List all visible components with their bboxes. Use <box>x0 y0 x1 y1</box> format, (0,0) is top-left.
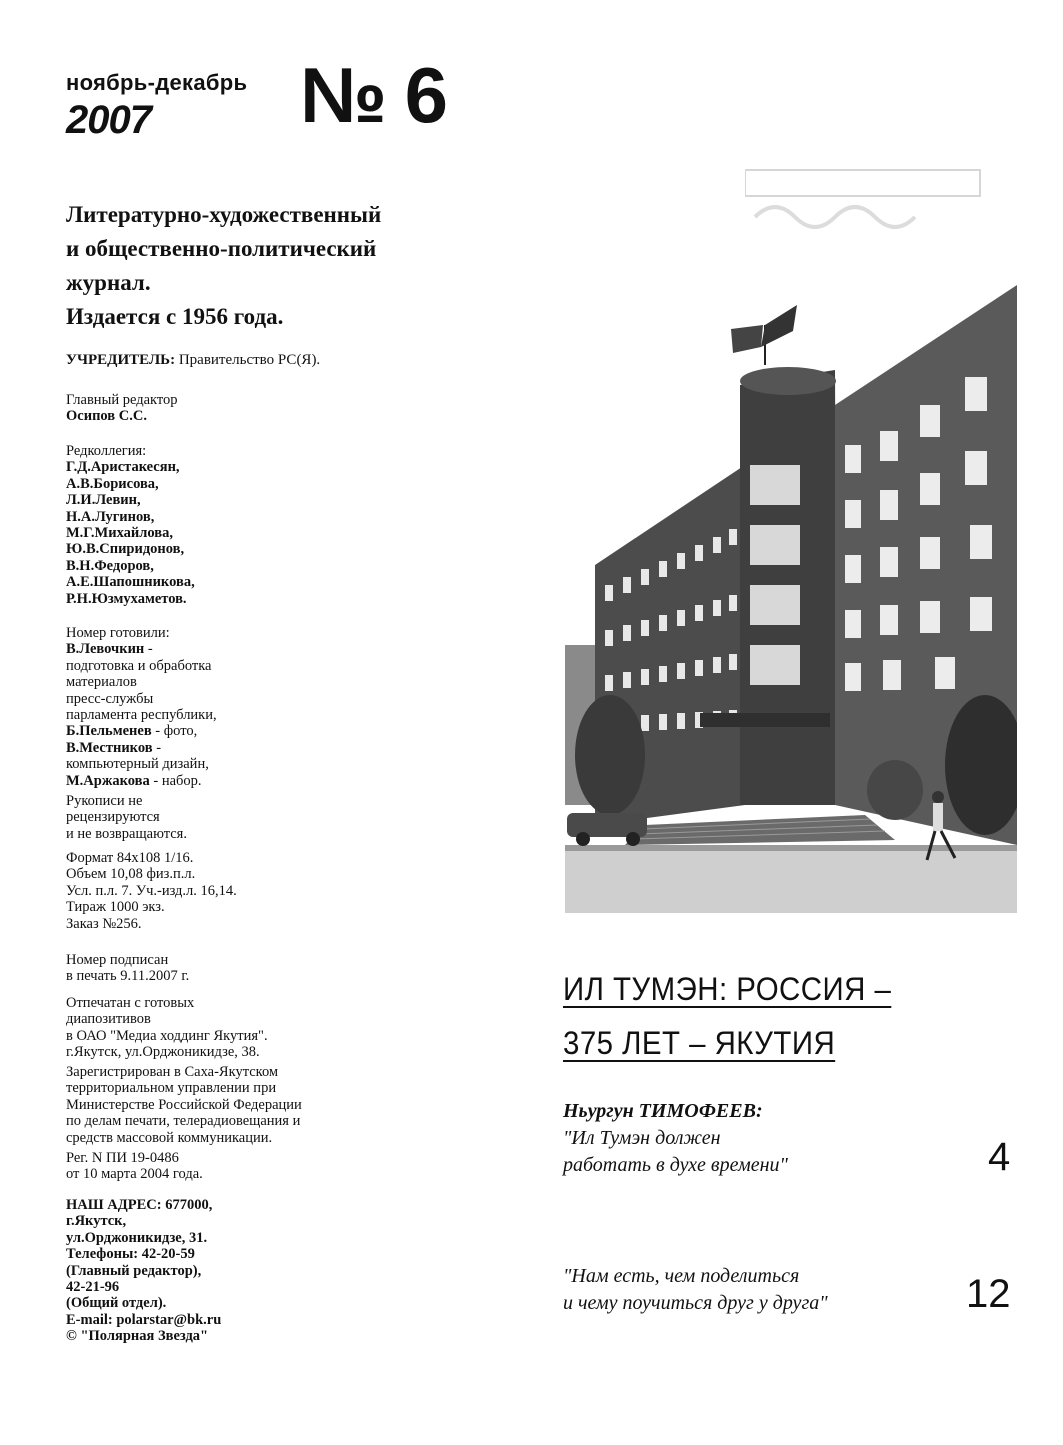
address-line: 42-21-96 <box>66 1279 120 1296</box>
address-line: (Общий отдел). <box>66 1295 167 1312</box>
founder-value: Правительство РС(Я). <box>178 352 321 368</box>
registration-line: Зарегистрирован в Саха-Якутском <box>66 1064 279 1080</box>
board-member: Р.Н.Юзмухаметов. <box>66 590 187 607</box>
registration-line: средств массовой коммуникации. <box>66 1129 273 1146</box>
building-photo-drawing <box>565 285 1017 913</box>
article-entry[interactable] <box>563 1263 828 1317</box>
address-line: Телефоны: 42-20-59 <box>66 1246 195 1263</box>
board-member: В.Н.Федоров, <box>66 557 154 574</box>
description-line: Издается с 1956 года. <box>66 304 284 329</box>
printed-line: г.Якутск, ул.Орджоникидзе, 38. <box>66 1044 260 1061</box>
prepared-label: Номер готовили: <box>66 625 170 641</box>
founder-label: УЧРЕДИТЕЛЬ: <box>66 352 176 368</box>
preparer-role: - набор. <box>153 772 202 789</box>
preparer-role-line: подготовка и обработка <box>66 657 212 674</box>
preparer-role-line: компьютерный дизайн, <box>66 756 209 773</box>
board-block <box>66 443 195 607</box>
preparer-name: Б.Пельменев <box>66 723 152 740</box>
issue-year: 2007 <box>66 98 151 142</box>
format-line: Усл. п.л. 7. Уч.-изд.л. 16,14. <box>66 882 237 899</box>
signed-line: Номер подписан <box>66 952 169 968</box>
printed-line: в ОАО "Медиа ходдинг Якутия". <box>66 1027 268 1044</box>
address-line: НАШ АДРЕС: 677000, <box>66 1197 213 1213</box>
format-line: Заказ №256. <box>66 915 142 932</box>
issue-number: № 6 <box>300 51 447 139</box>
preparer-role: - <box>156 739 162 756</box>
format-line: Формат 84х108 1/16. <box>66 850 194 866</box>
board-member: А.Е.Шапошникова, <box>66 574 195 591</box>
article-author: Ньургун ТИМОФЕЕВ: <box>563 1100 763 1122</box>
board-member: А.В.Борисова, <box>66 475 159 492</box>
board-label: Редколлегия: <box>66 443 147 459</box>
preparer-name: М.Аржакова <box>66 772 150 789</box>
journal-description <box>66 198 486 334</box>
signed-line: в печать 9.11.2007 г. <box>66 968 190 985</box>
reg-line: Рег. N ПИ 19-0486 <box>66 1150 179 1166</box>
preparer-role-line: пресс-службы <box>66 690 154 707</box>
preparer-role-line: материалов <box>66 674 137 691</box>
registration-line: по делам печати, телерадиовещания и <box>66 1113 301 1130</box>
description-line: Литературно-художественный <box>66 202 382 227</box>
reg-number <box>66 1150 203 1183</box>
note-line: Рукописи не <box>66 793 143 809</box>
description-line: журнал. <box>66 270 151 295</box>
board-member: Н.А.Лугинов, <box>66 508 155 525</box>
preparer-name: В.Левочкин <box>66 641 145 658</box>
note-line: рецензируются <box>66 809 160 826</box>
prepared-block <box>66 625 217 789</box>
headline <box>563 962 920 1070</box>
preparer-role: - фото, <box>155 723 198 740</box>
building-photo <box>565 285 1017 913</box>
headline-line: 375 ЛЕТ – ЯКУТИЯ <box>563 1025 836 1061</box>
address-block <box>66 1197 221 1345</box>
board-member: Ю.В.Спиридонов, <box>66 541 185 558</box>
reg-line: от 10 марта 2004 года. <box>66 1166 203 1183</box>
address-line: г.Якутск, <box>66 1213 127 1230</box>
headline-line: ИЛ ТУМЭН: РОССИЯ – <box>563 971 892 1007</box>
board-member: Г.Д.Аристакесян, <box>66 459 180 476</box>
article-title-line: "Нам есть, чем поделиться <box>563 1265 800 1287</box>
manuscripts-note <box>66 793 187 842</box>
editor-label: Главный редактор <box>66 392 178 408</box>
board-member: Л.И.Левин, <box>66 492 141 509</box>
note-line: и не возвращаются. <box>66 825 187 842</box>
printed-block <box>66 995 268 1061</box>
printed-line: диапозитивов <box>66 1011 151 1028</box>
article-page-number: 12 <box>966 1272 1011 1316</box>
preparer-role-line: парламента республики, <box>66 707 217 724</box>
address-line: (Главный редактор), <box>66 1262 202 1279</box>
preparer-role: - <box>147 641 153 658</box>
registration-block <box>66 1064 302 1146</box>
email-line: E-mail: polarstar@bk.ru <box>66 1311 222 1328</box>
format-line: Объем 10,08 физ.п.л. <box>66 866 196 883</box>
signed-block <box>66 952 189 985</box>
founder-line <box>66 352 320 369</box>
copyright-line: © "Полярная Звезда" <box>66 1328 209 1345</box>
registration-line: Министерстве Российской Федерации <box>66 1096 302 1113</box>
description-line: и общественно-политический <box>66 236 377 261</box>
preparer-name: В.Местников <box>66 739 153 756</box>
editor-block <box>66 392 178 425</box>
issue-month: ноябрь-декабрь <box>66 70 248 95</box>
watermark-logo <box>745 162 985 242</box>
article-title-line: и чему поучиться друг у друга" <box>563 1292 828 1314</box>
address-line: ул.Орджоникидзе, 31. <box>66 1229 208 1246</box>
printed-line: Отпечатан с готовых <box>66 995 195 1011</box>
article-page-number: 4 <box>988 1135 1011 1179</box>
format-line: Тираж 1000 экз. <box>66 899 165 916</box>
format-block <box>66 850 237 932</box>
article-entry[interactable] <box>563 1098 788 1179</box>
board-member: М.Г.Михайлова, <box>66 525 173 542</box>
article-title-line: работать в духе времени" <box>563 1154 788 1176</box>
registration-line: территориальном управлении при <box>66 1080 277 1097</box>
article-title-line: "Ил Тумэн должен <box>563 1127 721 1149</box>
editor-name: Осипов С.С. <box>66 408 147 425</box>
